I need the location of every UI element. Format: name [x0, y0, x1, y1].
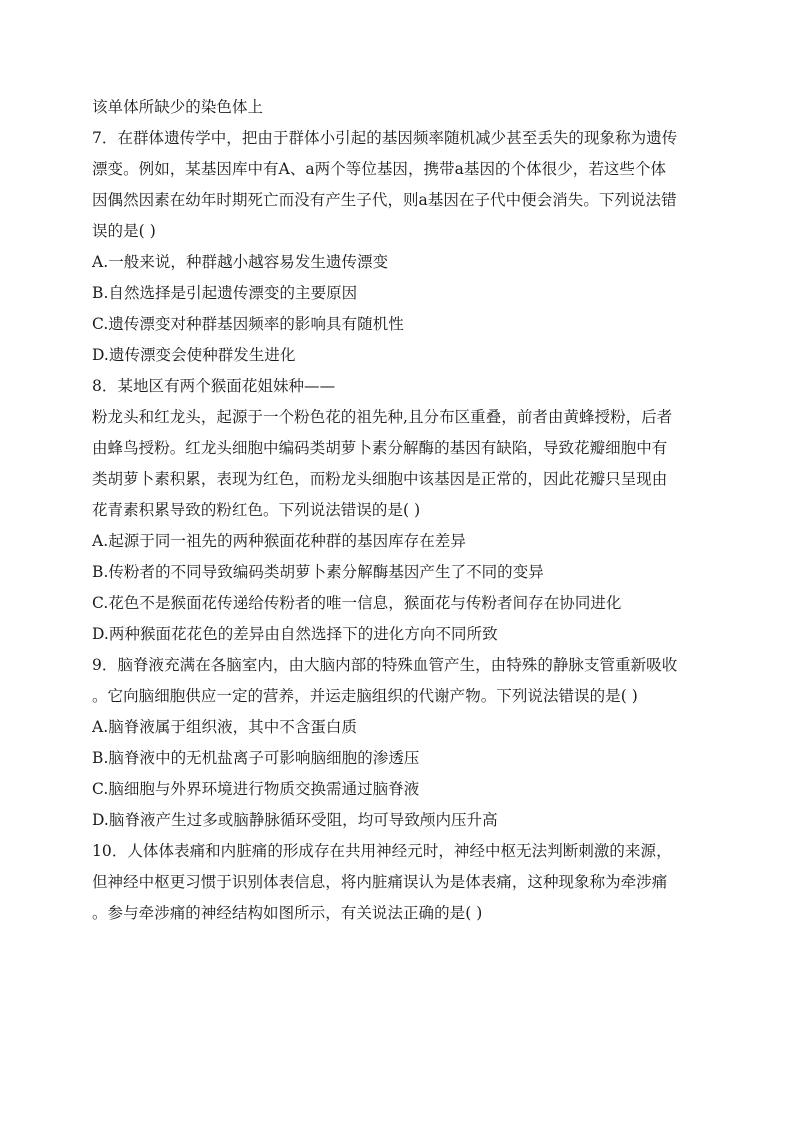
text-line: 该单体所缺少的染色体上	[92, 98, 264, 116]
question-9-stem: 9．脑脊液充满在各脑室内，由大脑内部的特殊血管产生，由特殊的静脉支管重新吸收	[92, 656, 678, 674]
document-page	[92, 92, 702, 929]
text-line: 花青素积累导致的粉红色。下列说法错误的是( )	[92, 501, 421, 519]
text-line: 误的是( )	[92, 222, 156, 240]
text-line: 。它向脑细胞供应一定的营养，并运走脑组织的代谢产物。下列说法错误的是( )	[92, 687, 638, 705]
option-d: D.两种猴面花花色的差异由自然选择下的进化方向不同所致	[92, 625, 498, 643]
question-8-stem: 8．某地区有两个猴面花姐妹种——	[92, 377, 336, 395]
option-b: B.传粉者的不同导致编码类胡萝卜素分解酶基因产生了不同的变异	[92, 563, 544, 581]
option-a: A.一般来说，种群越小越容易发生遗传漂变	[92, 253, 389, 271]
option-b: B.自然选择是引起遗传漂变的主要原因	[92, 284, 358, 302]
option-d: D.遗传漂变会使种群发生进化	[92, 346, 296, 364]
text-line: 类胡萝卜素积累，表现为红色，而粉龙头细胞中该基因是正常的，因此花瓣只呈现由	[92, 470, 668, 488]
question-7-stem: 7．在群体遗传学中，把由于群体小引起的基因频率随机减少甚至丢失的现象称为遗传	[92, 129, 678, 147]
option-d: D.脑脊液产生过多或脑静脉循环受阻，均可导致颅内压升高	[92, 811, 498, 829]
text-line: 粉龙头和红龙头，起源于一个粉色花的祖先种,且分布区重叠，前者由黄蜂授粉，后者	[92, 408, 673, 426]
option-c: C.花色不是猴面花传递给传粉者的唯一信息，猴面花与传粉者间存在协同进化	[92, 594, 622, 612]
text-line: 由蜂鸟授粉。红龙头细胞中编码类胡萝卜素分解酶的基因有缺陷，导致花瓣细胞中有	[92, 439, 668, 457]
option-b: B.脑脊液中的无机盐离子可影响脑细胞的渗透压	[92, 749, 420, 767]
option-a: A.脑脊液属于组织液，其中不含蛋白质	[92, 718, 358, 736]
option-c: C.遗传漂变对种群基因频率的影响具有随机性	[92, 315, 404, 333]
option-c: C.脑细胞与外界环境进行物质交换需通过脑脊液	[92, 780, 420, 798]
text-line: 但神经中枢更习惯于识别体表信息，将内脏痛误认为是体表痛，这种现象称为牵涉痛	[92, 873, 668, 891]
text-line: 。参与牵涉痛的神经结构如图所示，有关说法正确的是( )	[92, 904, 483, 922]
text-line: 漂变。例如，某基因库中有A、a两个等位基因，携带a基因的个体很少，若这些个体	[92, 160, 667, 178]
question-10-stem: 10．人体体表痛和内脏痛的形成存在共用神经元时，神经中枢无法判断刺激的来源，	[92, 842, 672, 860]
text-line: 因偶然因素在幼年时期死亡而没有产生子代，则a基因在子代中便会消失。下列说法错	[92, 191, 677, 209]
option-a: A.起源于同一祖先的两种猴面花种群的基因库存在差异	[92, 532, 466, 550]
